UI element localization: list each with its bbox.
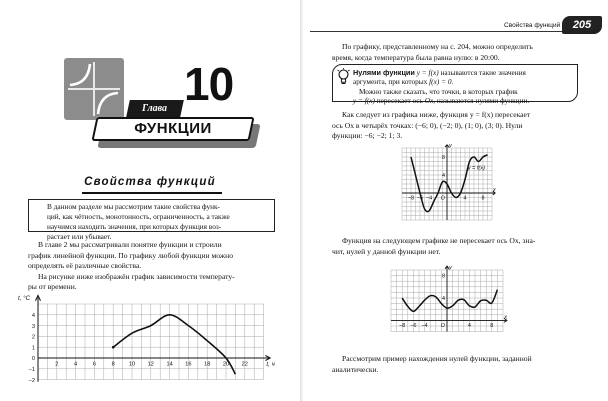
curve-start-point bbox=[112, 346, 115, 349]
y-axis-label: t, °C bbox=[18, 295, 31, 303]
definition-text-4: пересекает ось bbox=[376, 96, 423, 106]
no-zeros-curve bbox=[402, 290, 497, 312]
hyperbola-icon bbox=[64, 58, 124, 120]
definition-formula-1: y = f(x) bbox=[416, 68, 439, 77]
right-paragraph-4 bbox=[332, 354, 578, 375]
para2-line-1: На рисунке ниже изображён график зависимости температу- bbox=[38, 271, 235, 281]
definition-line-3: Можно также сказать, что точки, в которых график bbox=[359, 86, 518, 96]
x-tick-label: 22 bbox=[241, 361, 248, 368]
definition-line-4 bbox=[353, 96, 571, 105]
page-number: 205 bbox=[572, 19, 592, 31]
y-tick-label: −1 bbox=[28, 367, 35, 373]
y-tick-label: 3 bbox=[31, 323, 35, 330]
definition-text-2: аргумента, при которых bbox=[353, 77, 428, 87]
x-tick-label: −6 bbox=[410, 322, 417, 329]
x-tick-label: 4 bbox=[74, 361, 78, 368]
para1-line-3: определять её различные свойства. bbox=[28, 261, 142, 271]
chapter-word: Глава bbox=[142, 103, 168, 114]
definition-text-1: называются такие значения bbox=[440, 68, 526, 77]
y-tick-label: 1 bbox=[31, 345, 35, 352]
para1-line-1: В главе 2 мы рассматривали понятие функции и строили bbox=[38, 240, 222, 249]
left-page bbox=[0, 0, 300, 401]
rpara2-line-2: ось Ox в четырёх точках: (−6; 0), (−2; 0), (1; 0), (3; 0). Нули bbox=[332, 120, 523, 130]
no-zeros-graph bbox=[386, 262, 516, 350]
para1-line-2: график линейной функции. По графику любой функции можно bbox=[28, 250, 233, 260]
definition-line-2 bbox=[353, 77, 571, 86]
x-tick-label: 12 bbox=[147, 361, 154, 368]
definition-axis: Ox, bbox=[424, 96, 436, 106]
curve-label: y = f(x) bbox=[467, 165, 485, 172]
zeros-graph bbox=[386, 140, 516, 232]
x-tick-label: −8 bbox=[399, 322, 406, 329]
y-tick-label: 8 bbox=[442, 273, 445, 280]
x-tick-label: 8 bbox=[481, 195, 485, 202]
header-rule bbox=[310, 31, 562, 32]
y-axis-label: y bbox=[449, 143, 452, 150]
right-paragraph-2 bbox=[332, 110, 578, 142]
rpara2-line-1: Как следует из графика ниже, функция y = f(x) пересекает bbox=[342, 110, 531, 119]
chapter-title: ФУНКЦИИ bbox=[134, 120, 212, 137]
x-tick-label: 8 bbox=[111, 361, 115, 368]
rpara2-line-3: функции: −6; −2; 1; 3. bbox=[332, 131, 403, 141]
x-tick-label: −4 bbox=[421, 322, 428, 329]
x-tick-label: 20 bbox=[222, 361, 230, 368]
x-tick-label: −4 bbox=[425, 195, 433, 202]
right-paragraph-3 bbox=[332, 236, 578, 257]
x-axis-label: t, ч bbox=[266, 361, 275, 368]
x-axis-label: x bbox=[504, 314, 508, 321]
definition-formula-2: f(x) = 0. bbox=[429, 77, 454, 87]
x-axis-label: x bbox=[492, 187, 496, 193]
paragraph-1 bbox=[28, 240, 275, 293]
x-tick-label: 4 bbox=[463, 195, 467, 202]
x-tick-label: 2 bbox=[55, 361, 59, 368]
lightbulb-icon bbox=[337, 68, 350, 86]
x-tick-label: −6 bbox=[416, 195, 424, 202]
intro-line-3: научимся находить значения, при которых функция воз- bbox=[47, 222, 222, 231]
running-header: Свойства функций bbox=[504, 22, 561, 29]
x-tick-label: −8 bbox=[407, 195, 415, 202]
x-tick-label: 14 bbox=[166, 361, 173, 368]
y-tick-label: −2 bbox=[28, 377, 35, 384]
chapter-emblem bbox=[64, 58, 124, 120]
y-tick-label: 8 bbox=[442, 155, 445, 161]
chapter-number: 10 bbox=[184, 58, 234, 110]
intro-box bbox=[28, 199, 275, 241]
x-tick-label: 10 bbox=[128, 361, 136, 368]
x-tick-label: 18 bbox=[204, 361, 211, 368]
definition-line-1 bbox=[353, 68, 571, 77]
intro-line-4: растает или убывает. bbox=[47, 232, 112, 241]
x-tick-label: 16 bbox=[185, 361, 192, 368]
right-paragraph-1 bbox=[332, 42, 578, 63]
origin-label: O bbox=[440, 322, 445, 329]
x-tick-label: 4 bbox=[467, 322, 471, 329]
y-tick-label: 4 bbox=[31, 313, 35, 319]
definition-term: Нулями функции bbox=[353, 68, 415, 77]
para2-line-2: ры от времени. bbox=[28, 282, 77, 292]
rpara1-line-1: По графику, представленному на с. 204, можно определить bbox=[342, 42, 533, 51]
rpara4-line-2: аналитически. bbox=[332, 364, 379, 374]
origin-label: O bbox=[440, 195, 445, 202]
temperature-chart bbox=[14, 290, 282, 386]
temperature-grid bbox=[38, 304, 264, 380]
rpara3-line-1: Функция на следующем графике не пересекает ось Ox, зна- bbox=[342, 236, 536, 245]
rpara4-line-1: Рассмотрим пример нахождения нулей функции, заданной bbox=[342, 354, 532, 363]
intro-line-1: В данном разделе мы рассмотрим такие свойства функ- bbox=[47, 202, 220, 211]
zeros-curve bbox=[411, 155, 488, 212]
y-tick-label: 4 bbox=[442, 173, 445, 179]
y-tick-label: 4 bbox=[442, 296, 445, 302]
section-divider bbox=[82, 192, 222, 194]
y-tick-label: 0 bbox=[31, 356, 35, 363]
rpara1-line-2: время, когда температура была равна нулю: в 20:00. bbox=[332, 52, 500, 62]
definition-box bbox=[332, 64, 578, 106]
y-axis-label: y bbox=[449, 264, 452, 271]
intro-line-2: ций, как чётность, монотонность, ограниченность, а также bbox=[47, 212, 230, 221]
rpara3-line-2: чит, нулей у данной функции нет. bbox=[332, 246, 441, 256]
definition-formula-3: y = f(x) bbox=[353, 96, 375, 106]
x-tick-label: 6 bbox=[92, 361, 96, 368]
x-tick-label: 8 bbox=[490, 322, 494, 329]
chapter-word-tag bbox=[126, 100, 184, 117]
section-title: Свойства функций bbox=[84, 176, 216, 188]
right-page bbox=[304, 0, 608, 401]
y-tick-label: 2 bbox=[31, 334, 35, 341]
definition-text-4b: называются нулями функции. bbox=[436, 96, 530, 106]
